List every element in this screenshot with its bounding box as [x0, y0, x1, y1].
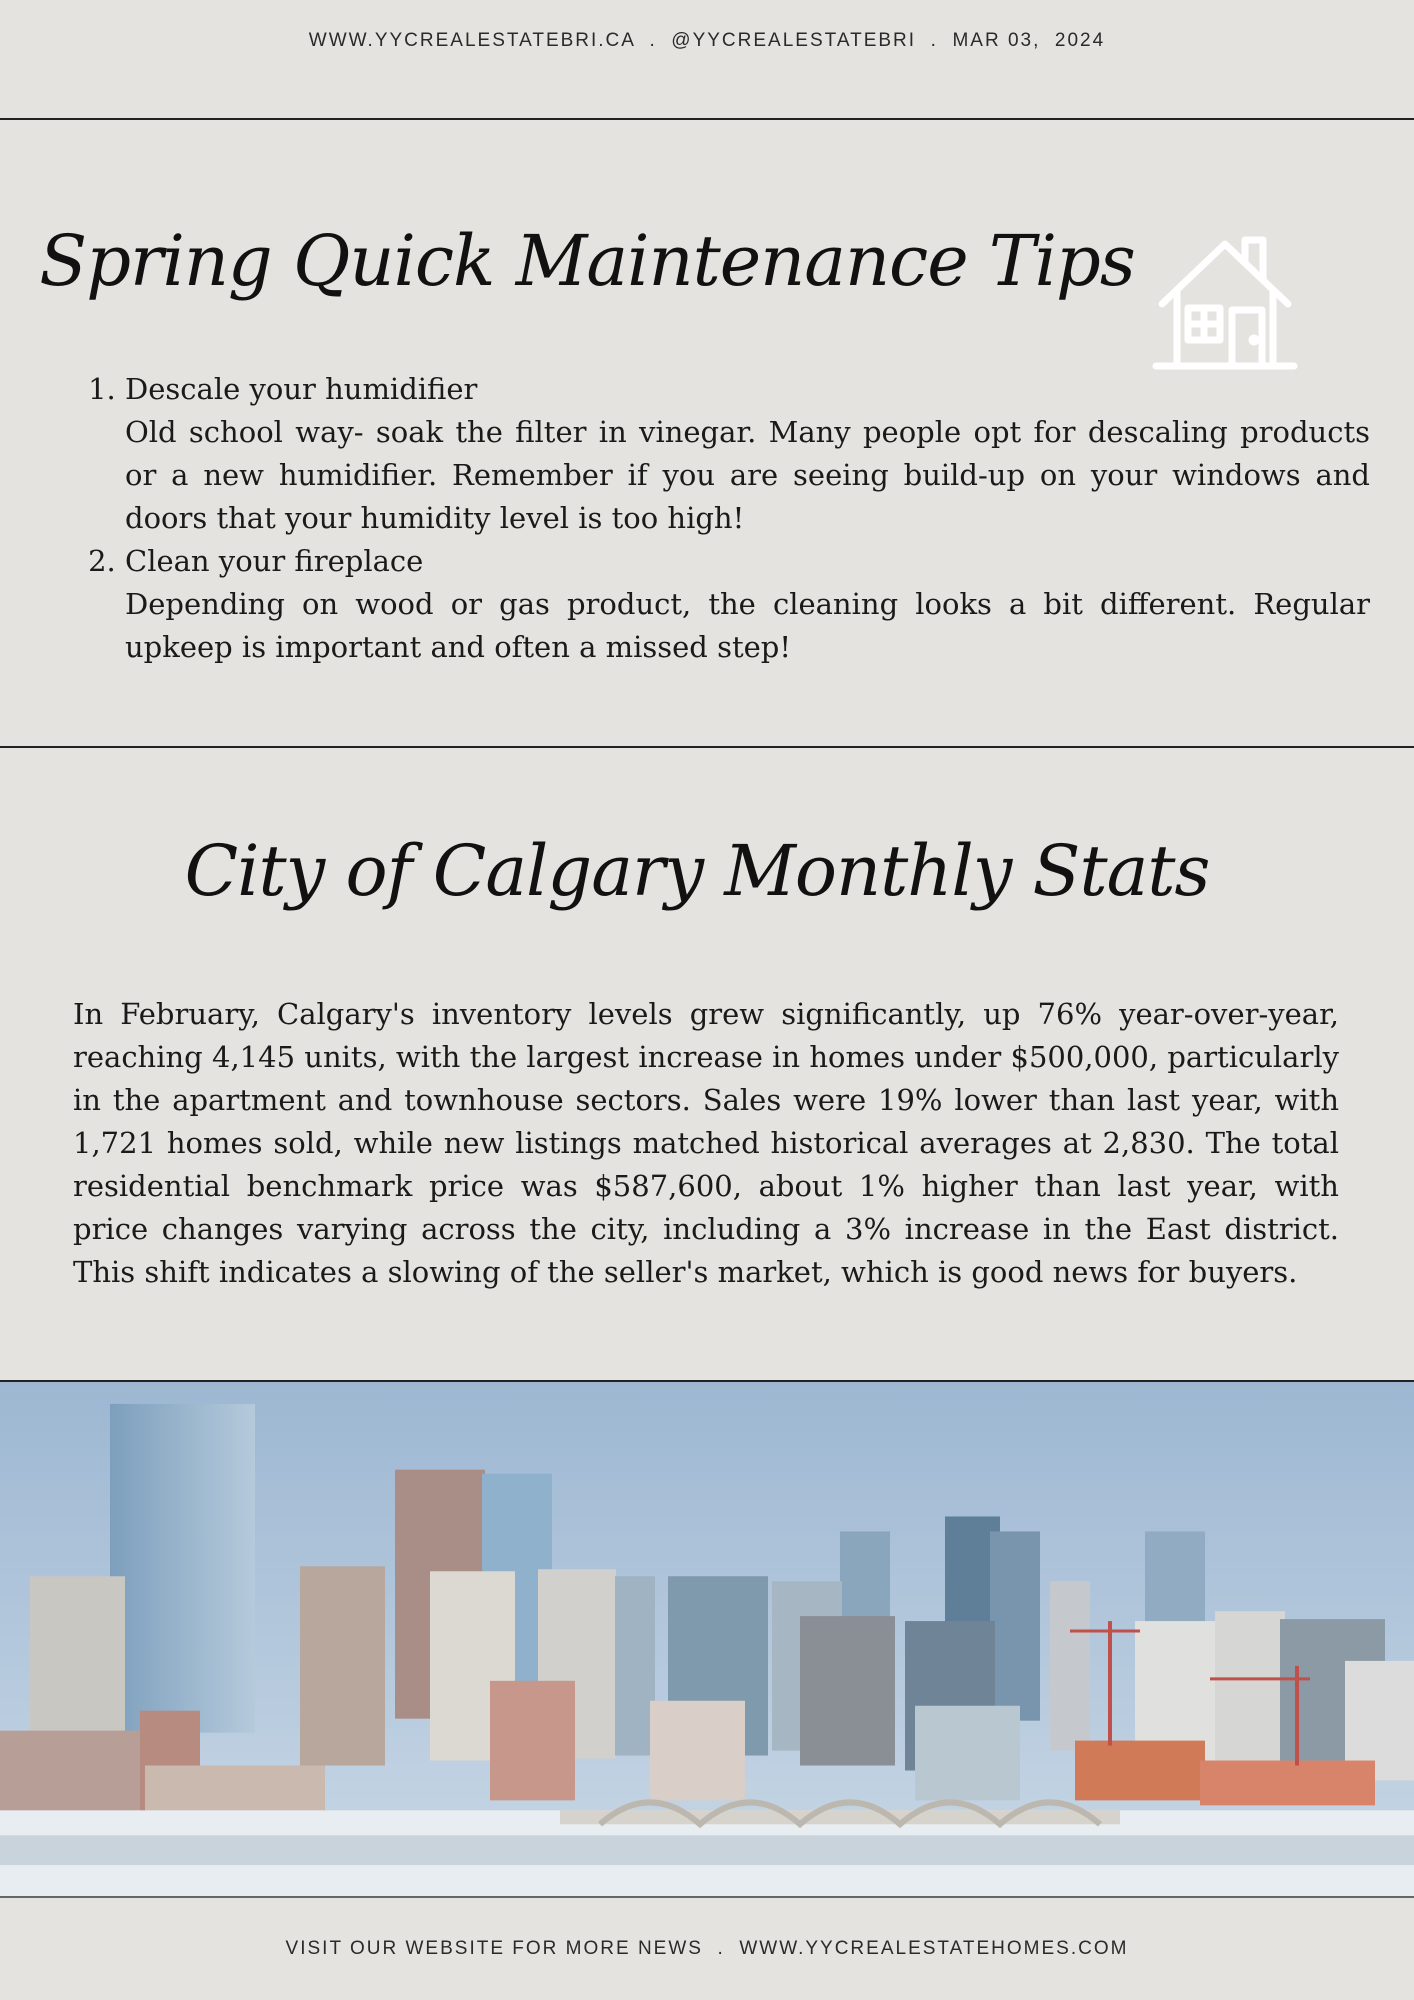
- stats-paragraph: In February, Calgary's inventory levels grew significantly, up 76% year-over-year, reaching 4,145 units, with the largest increase in homes under $500,000, particularly in the apartment and townhouse sectors. Sales were 19% lower than last year, with 1,721 homes sold, while new listings matched historical averages at 2,830. The total residential benchmark price was $587,600, about 1% higher than last year, with price changes varying across the city, including a 3% increase in the East district. This shift indicates a slowing of the seller's market, which is good news for buyers.: [73, 997, 1339, 1289]
- page-footer: [0, 1898, 1414, 2000]
- stats-section: [0, 748, 1414, 1382]
- maintenance-title: Spring Quick Maintenance Tips: [39, 220, 1135, 302]
- house-icon: [1150, 226, 1300, 376]
- maintenance-section: [0, 120, 1414, 748]
- footer-website-line: VISIT OUR WEBSITE FOR MORE NEWS . WWW.YYCREALESTATEHOMES.COM: [285, 1938, 1129, 1959]
- tip-title: 1. Descale your humidifier: [125, 372, 478, 406]
- tips-list: [95, 368, 1370, 669]
- stats-title: City of Calgary Monthly Stats: [184, 830, 1210, 912]
- tip-body: Depending on wood or gas product, the cleaning looks a bit different. Regular upkeep is important and often a missed step!: [125, 587, 1370, 664]
- page-header: [0, 0, 1414, 120]
- tip-body: Old school way- soak the filter in vinegar. Many people opt for descaling products or a new humidifier. Remember if you are seeing build-up on your windows and doors that your humidity level is too high!: [125, 415, 1370, 535]
- tip-title: 2. Clean your fireplace: [125, 544, 424, 578]
- tip-item: [125, 368, 1370, 540]
- city-skyline-image: [0, 1382, 1414, 1898]
- header-contact-line: WWW.YYCREALESTATEBRI.CA . @YYCREALESTATEBRI . MAR 03, 2024: [308, 30, 1106, 51]
- tip-item: [125, 540, 1370, 669]
